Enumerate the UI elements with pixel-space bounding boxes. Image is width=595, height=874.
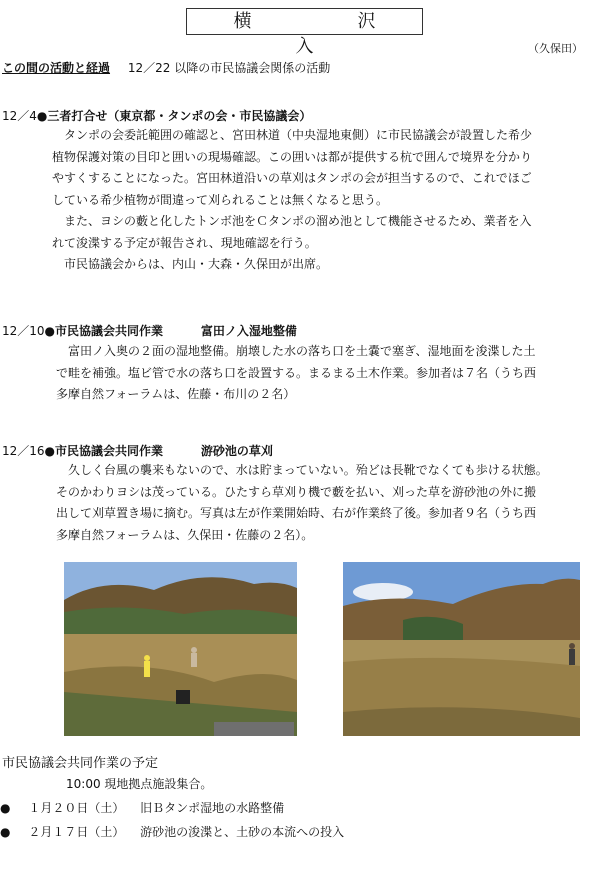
bullet-icon: ● bbox=[0, 801, 11, 815]
author: （久保田） bbox=[528, 42, 583, 55]
entry-subtitle: 富田ノ入湿地整備 bbox=[200, 324, 297, 338]
body-line: やすくすることになった。宮田林道沿いの草刈はタンポの会が担当するので、これでほご bbox=[52, 171, 532, 185]
body-line: している希少植物が間違って刈られることは無くなると思う。 bbox=[52, 192, 389, 207]
body-line: 久しく台風の襲来もないので、水は貯まっていない。殆どは長靴でなくても歩ける状態。 bbox=[56, 463, 548, 477]
body-line: 市民協議会からは、内山・大森・久保田が出席。 bbox=[52, 257, 329, 271]
intro-note: 12／22 以降の市民協議会関係の活動 bbox=[127, 61, 331, 75]
body-line: 多摩自然フォーラムは、佐藤・布川の２名） bbox=[56, 387, 296, 401]
body-line: 植物保護対策の目印と囲いの現場確認。この囲いは都が提供する杭で囲んで境界を分かり bbox=[52, 149, 533, 164]
photo-work-start bbox=[64, 562, 297, 736]
photo-work-end bbox=[343, 562, 580, 736]
entry-header bbox=[2, 442, 273, 459]
body-line: 富田ノ入奥の２面の湿地整備。崩壊した水の落ち口を土嚢で塞ぎ、湿地面を浚渫した土 bbox=[56, 344, 536, 358]
entry-date: 12／4● bbox=[2, 109, 48, 123]
schedule-desc: 游砂池の浚渫と、土砂の本流への投入 bbox=[140, 825, 345, 839]
body-line: そのかわりヨシは茂っている。ひたすら草刈り機で藪を払い、刈った草を游砂池の外に搬 bbox=[56, 484, 537, 499]
body-line: また、ヨシの藪と化したトンボ池をＣタンポの溜め池として機能させるため、業者を入 bbox=[52, 214, 532, 228]
schedule-item bbox=[0, 823, 344, 840]
schedule-date: １月２０日（土） bbox=[28, 801, 125, 815]
entry-label: 市民協議会共同作業 bbox=[55, 324, 164, 338]
entry-subtitle: 游砂池の草刈 bbox=[200, 444, 273, 458]
schedule-item bbox=[0, 799, 284, 816]
entry-body bbox=[56, 460, 548, 546]
schedule-heading: 市民協議会共同作業の予定 bbox=[2, 756, 159, 771]
entry-date: 12／16● bbox=[2, 444, 56, 458]
body-line: で畦を補強。塩ビ管で水の落ち口を設置する。まるまる土木作業。参加者は７名（うち西 bbox=[56, 365, 537, 380]
entry-header bbox=[2, 107, 311, 124]
body-line: 多摩自然フォーラムは、久保田・佐藤の２名）。 bbox=[56, 527, 314, 542]
photo-work-start-image bbox=[64, 562, 297, 736]
bullet-icon: ● bbox=[0, 825, 11, 839]
entry-label: 三者打合せ（東京都・タンポの会・市民協議会） bbox=[47, 109, 312, 123]
schedule-desc: 旧Ｂタンポ湿地の水路整備 bbox=[140, 801, 285, 815]
intro-line bbox=[2, 59, 330, 76]
intro-heading: この間の活動と経過 bbox=[2, 61, 111, 75]
entry-header bbox=[2, 322, 297, 339]
body-line: れて浚渫する予定が報告され、現地確認を行う。 bbox=[52, 235, 317, 250]
entry-date: 12／10● bbox=[2, 324, 56, 338]
body-line: タンポの会委託範囲の確認と、宮田林道（中央湿地東側）に市民協議会が設置した希少 bbox=[52, 128, 533, 142]
entry-body bbox=[52, 125, 532, 276]
photo-work-end-image bbox=[343, 562, 580, 736]
entry-body bbox=[56, 341, 536, 406]
schedule-meeting: 10:00 現地拠点施設集合。 bbox=[66, 777, 213, 791]
entry-label: 市民協議会共同作業 bbox=[55, 444, 164, 458]
document-title: 横 沢 入 bbox=[186, 8, 423, 35]
schedule-date: ２月１７日（土） bbox=[28, 825, 125, 839]
body-line: 出して刈草置き場に摘む。写真は左が作業開始時、右が作業終了後。参加者９名（うち西 bbox=[56, 506, 537, 520]
